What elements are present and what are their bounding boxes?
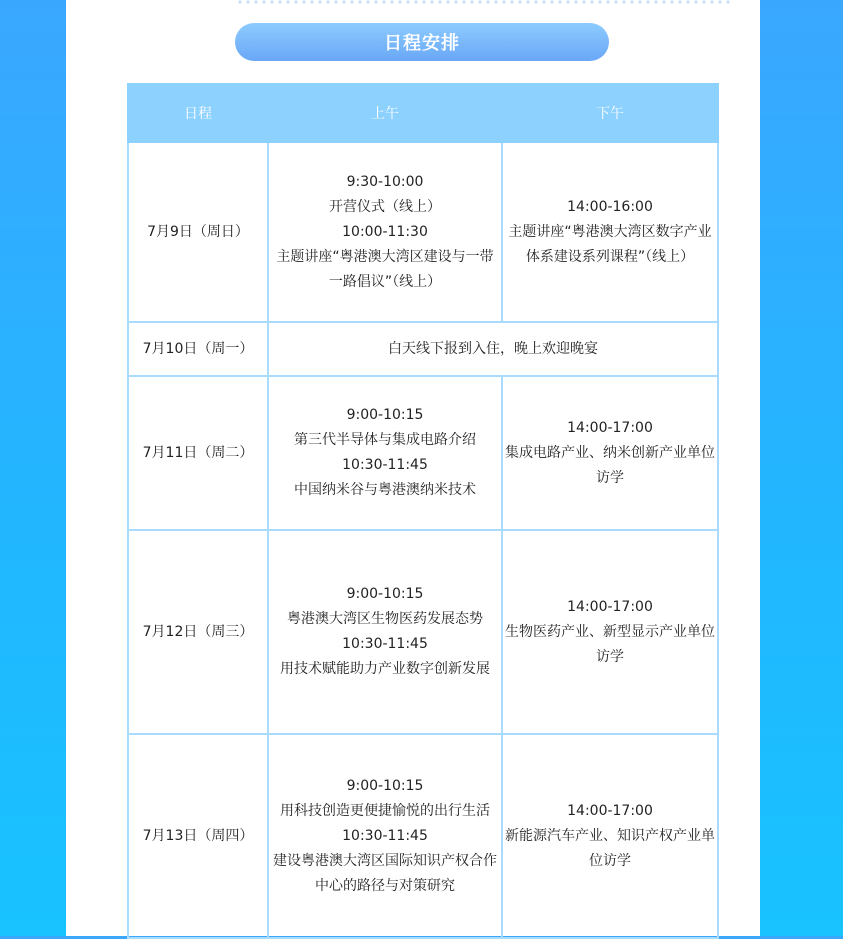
row-morning: [268, 530, 502, 734]
dotted-divider: [236, 0, 734, 4]
session-title: 主题讲座“粤港澳大湾区数字产业体系建设系列课程”（线上）: [508, 223, 712, 265]
header-date: 日程: [128, 84, 268, 142]
section-title-pill: [235, 23, 609, 61]
table-header-row: [128, 84, 718, 142]
session-title: 建设粤港澳大湾区国际知识产权合作中心的路径与对策研究: [273, 852, 497, 894]
table-row: [128, 376, 718, 530]
session-title: 集成电路产业、纳米创新产业单位访学: [505, 444, 715, 486]
row-morning: [268, 734, 502, 938]
table-row: [128, 734, 718, 938]
time-range: 14:00-17:00: [567, 419, 653, 436]
row-afternoon: [502, 376, 718, 530]
session-title: 用科技创造更便捷愉悦的出行生活: [280, 802, 490, 819]
row-morning: [268, 376, 502, 530]
row-date: 7月9日（周日）: [128, 142, 268, 322]
row-date: 7月12日（周三）: [128, 530, 268, 734]
table-row: [128, 530, 718, 734]
session-title: 新能源汽车产业、知识产权产业单位访学: [505, 827, 715, 869]
row-date: 7月10日（周一）: [128, 322, 268, 376]
table-row: [128, 322, 718, 376]
session-title: 生物医药产业、新型显示产业单位访学: [505, 623, 715, 665]
time-range: 9:00-10:15: [346, 407, 424, 423]
row-afternoon: [502, 142, 718, 322]
row-date: 7月11日（周二）: [128, 376, 268, 530]
session-title: 第三代半导体与集成电路介绍: [294, 432, 476, 448]
schedule-table: [127, 83, 719, 939]
time-range: 9:30-10:00: [346, 173, 424, 190]
time-range: 14:00-17:00: [567, 598, 653, 615]
time-range: 10:30-11:45: [342, 457, 428, 473]
row-date: 7月13日（周四）: [128, 734, 268, 938]
session-title: 中国纳米谷与粤港澳纳米技术: [294, 482, 476, 498]
session-title: 开营仪式（线上）: [329, 198, 441, 215]
session-title: 粤港澳大湾区生物医药发展态势: [287, 611, 483, 627]
time-range: 10:00-11:30: [342, 223, 428, 240]
table-row: [128, 142, 718, 322]
time-range: 10:30-11:45: [342, 827, 428, 844]
time-range: 9:00-10:15: [346, 777, 424, 794]
time-range: 14:00-16:00: [567, 198, 653, 215]
row-afternoon: [502, 734, 718, 938]
time-range: 9:00-10:15: [346, 586, 424, 602]
header-morning: 上午: [268, 84, 502, 142]
time-range: 14:00-17:00: [567, 802, 653, 819]
section-title: 日程安排: [384, 33, 460, 54]
row-morning: [268, 142, 502, 322]
session-title: 主题讲座“粤港澳大湾区建设与一带一路倡议”（线上）: [276, 248, 494, 290]
row-afternoon: [502, 530, 718, 734]
header-afternoon: 下午: [502, 84, 718, 142]
time-range: 10:30-11:45: [342, 636, 428, 652]
row-merged-activity: 白天线下报到入住，晚上欢迎晚宴: [268, 322, 718, 376]
session-title: 用技术赋能助力产业数字创新发展: [280, 661, 490, 677]
